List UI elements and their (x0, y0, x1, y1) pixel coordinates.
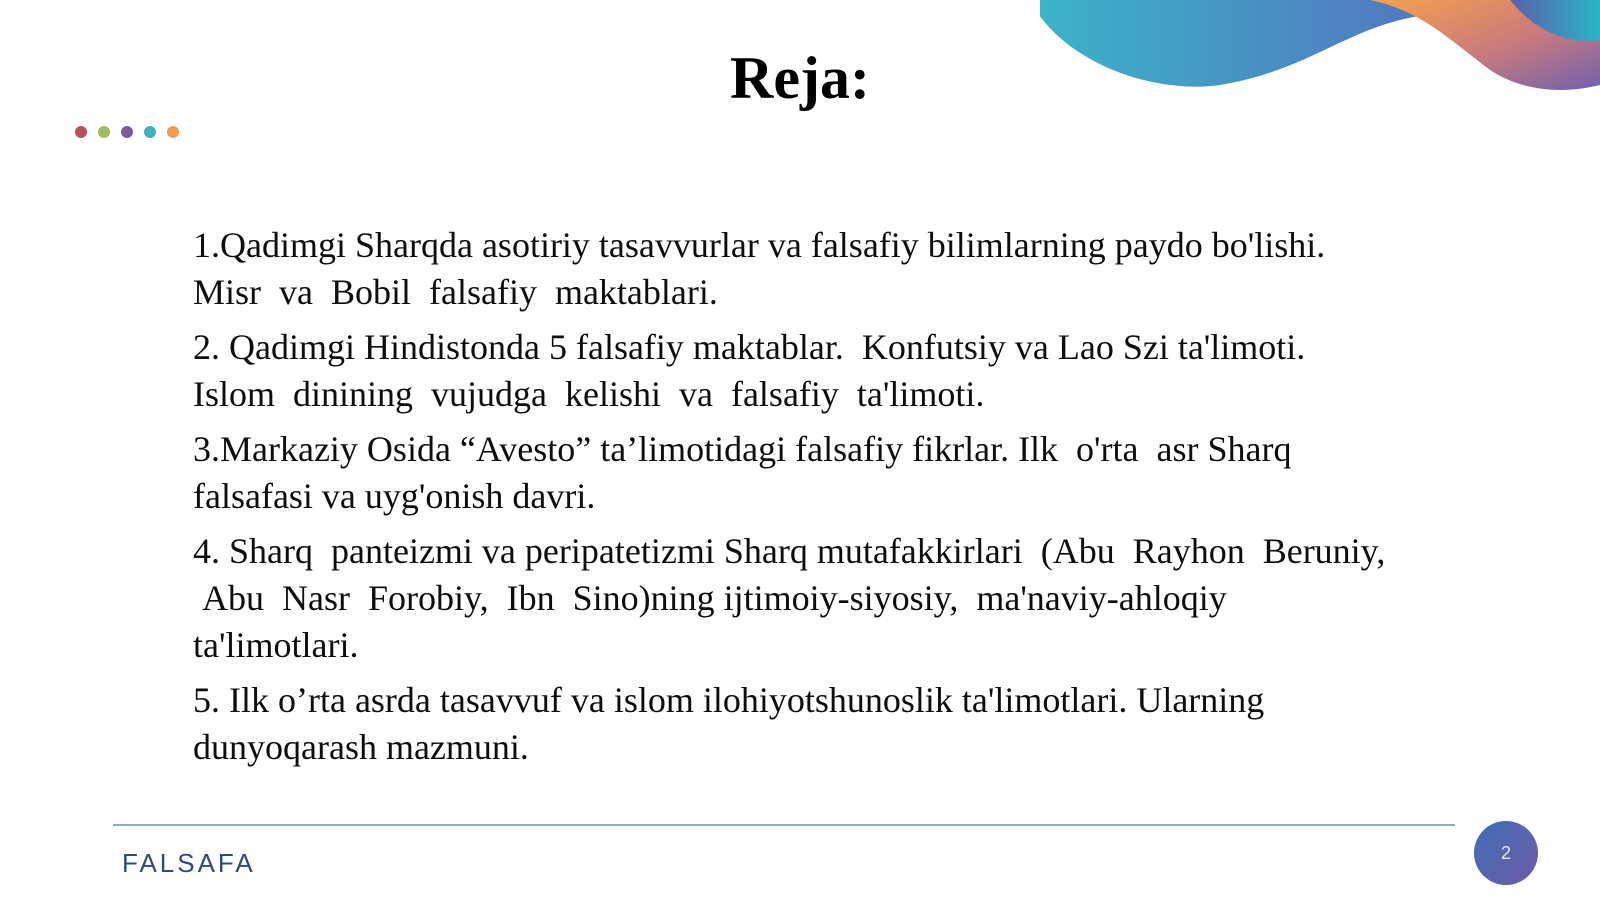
footer-divider (113, 824, 1455, 826)
decorative-dots (75, 126, 179, 138)
plan-item: 1.Qadimgi Sharqda asotiriy tasavvurlar va falsafiy bilimlarning paydo bo'lishi. Misr va Bobil falsafiy maktablari. (193, 225, 1326, 312)
plan-item: 4. Sharq panteizmi va peripatetizmi Sharq mutafakkirlari (Abu Rayhon Beruniy, Abu Nasr Forobiy, Ibn Sino)ning ijtimoiy-siyosiy, ma'naviy-ahloqiy ta'limotlari. (193, 531, 1386, 665)
plan-item: 5. Ilk o’rta asrda tasavvuf va islom ilohiyotshunoslik ta'limotlari. Ularning dunyoqarash mazmuni. (193, 680, 1265, 767)
dot-icon (98, 126, 110, 138)
slide-title: Reja: (730, 45, 870, 111)
dot-icon (144, 126, 156, 138)
plan-list (193, 222, 1533, 779)
dot-icon (121, 126, 133, 138)
dot-icon (167, 126, 179, 138)
plan-item: 2. Qadimgi Hindistonda 5 falsafiy maktablar. Konfutsiy va Lao Szi ta'limoti. Islom dinining vujudga kelishi va falsafiy ta'limoti. (193, 327, 1306, 414)
dot-icon (75, 126, 87, 138)
plan-item: 3.Markaziy Osida “Avesto” ta’limotidagi falsafiy fikrlar. Ilk o'rta asr Sharq falsafasi va uyg'onish davri. (193, 429, 1292, 516)
footer-label: FALSAFA (122, 848, 256, 878)
page-number-badge: 2 (1474, 821, 1538, 885)
